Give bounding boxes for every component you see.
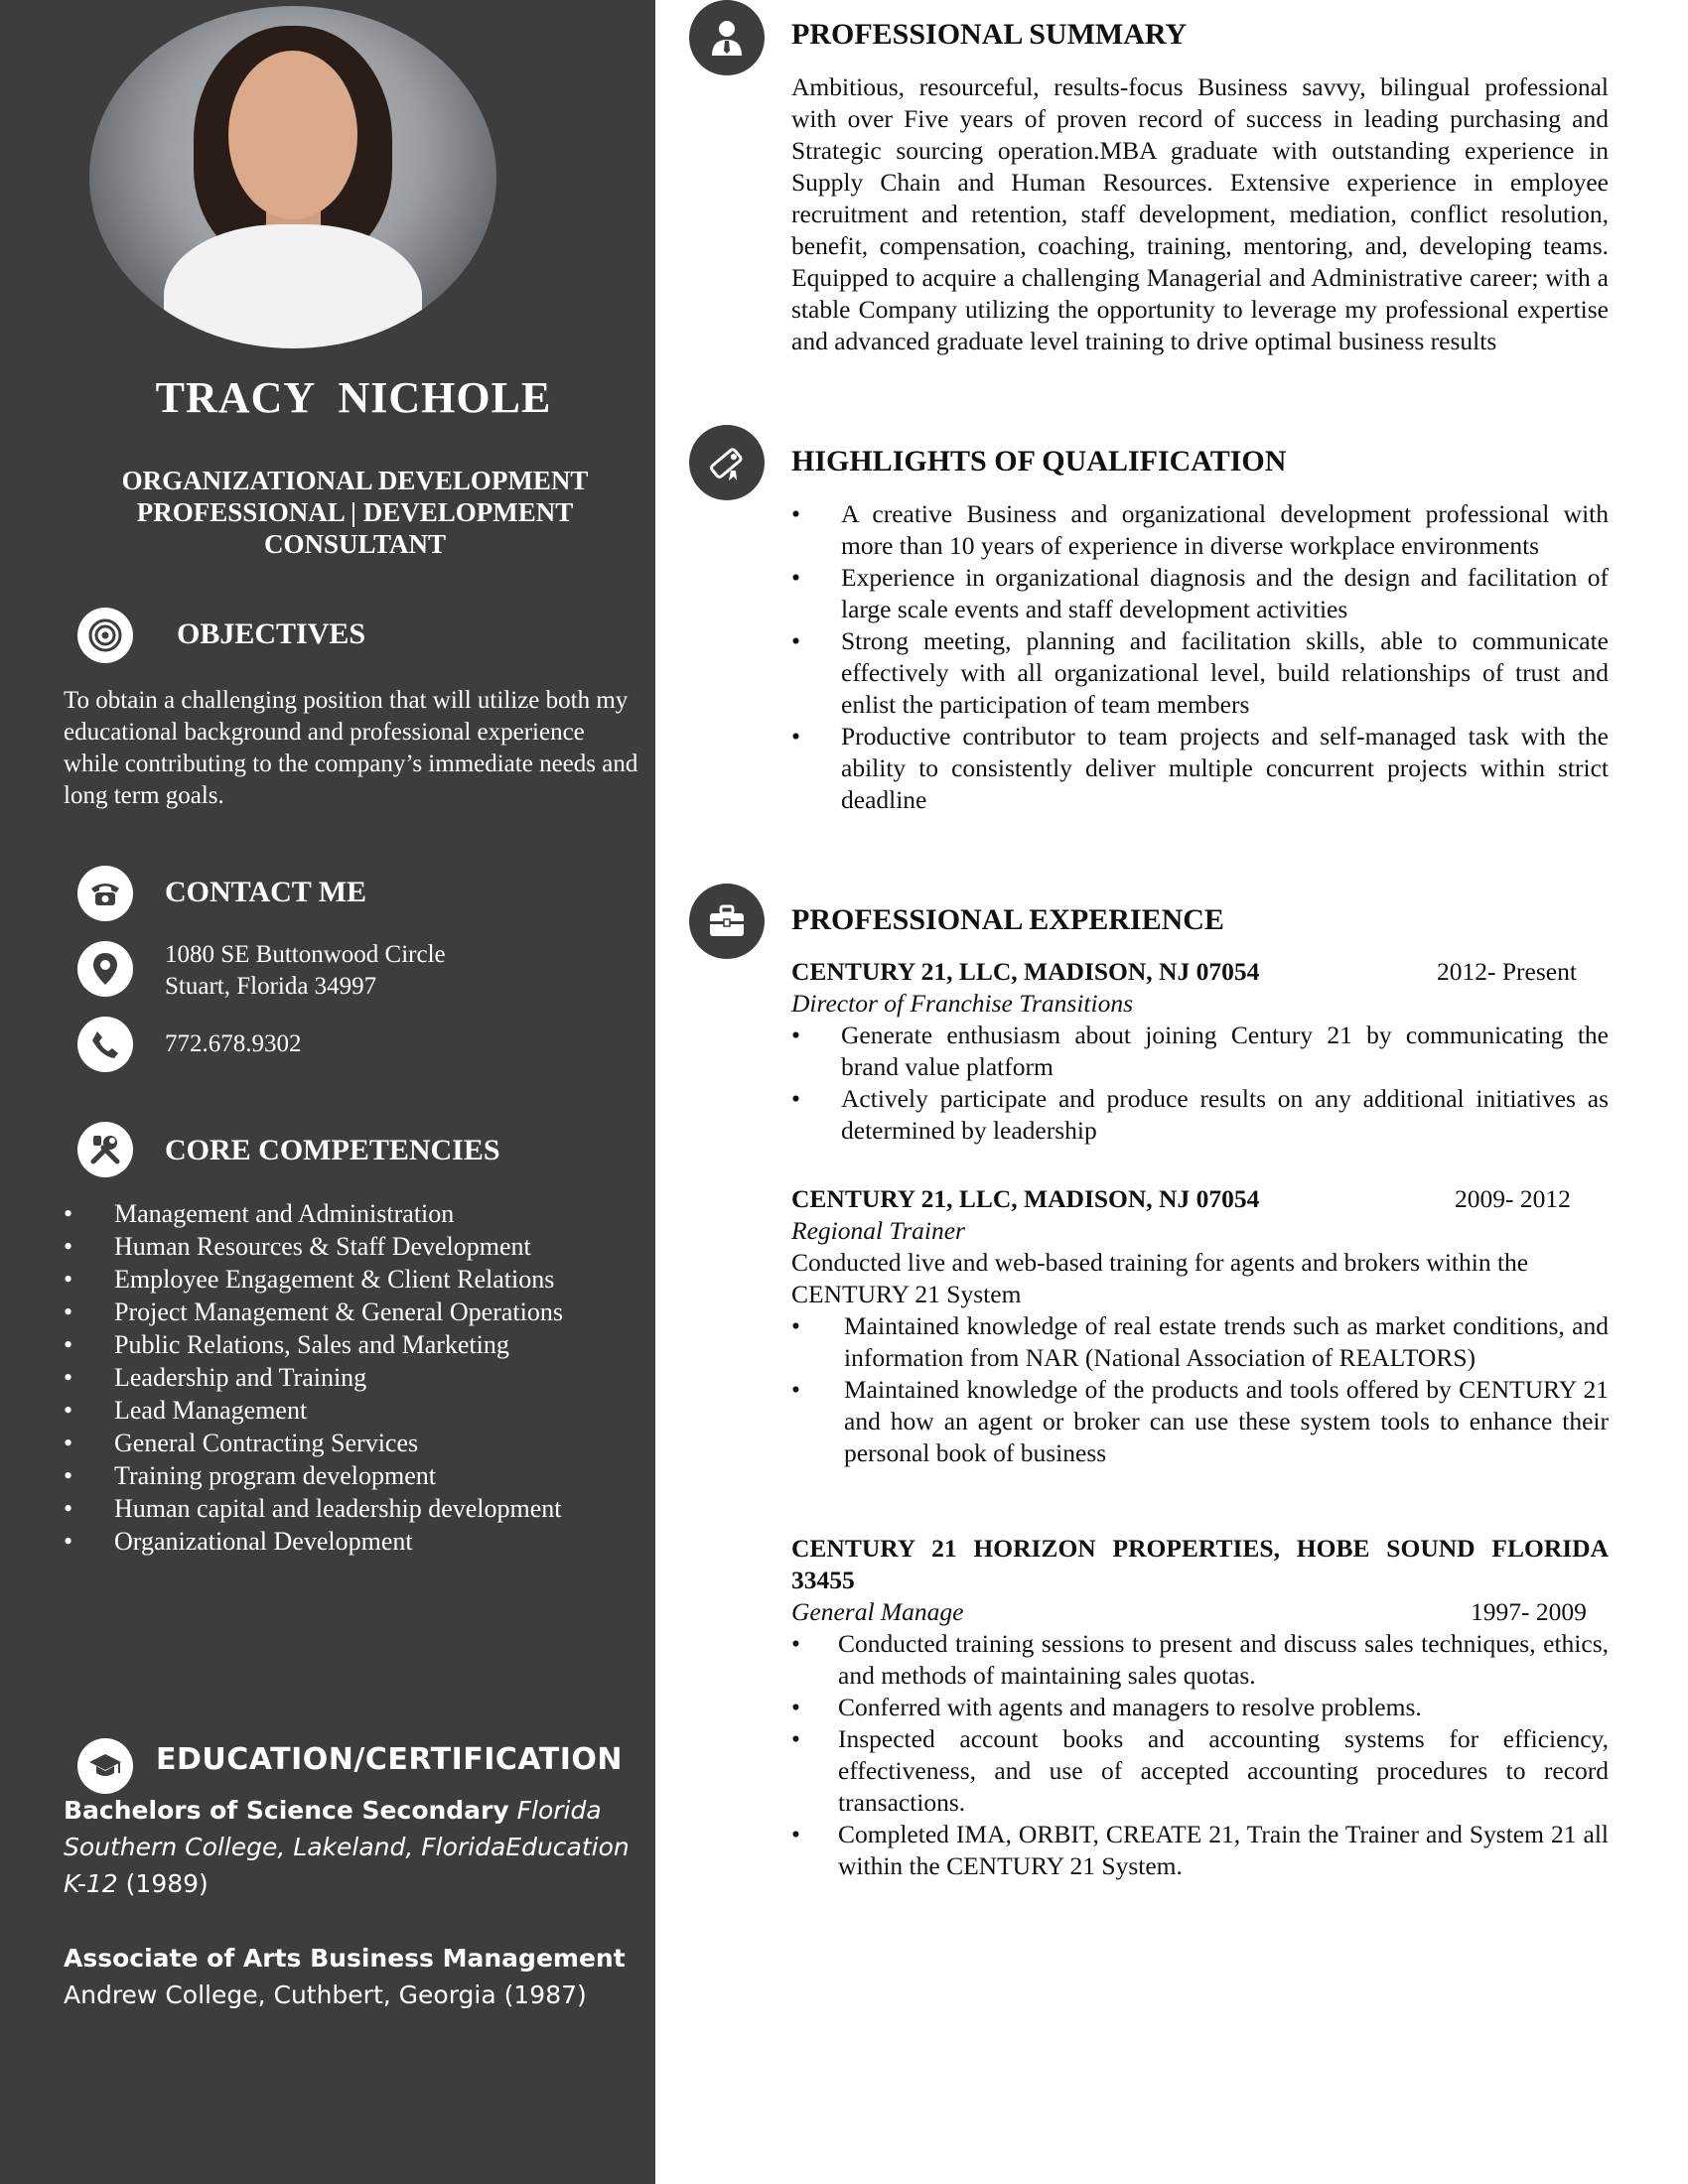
job-bullets	[791, 1628, 1609, 1882]
target-icon	[77, 608, 133, 663]
competencies-list	[64, 1197, 620, 1558]
education-school: Andrew College, Cuthbert, Georgia (1987)	[64, 1980, 587, 2009]
education-degree: Bachelors of Science Secondary	[64, 1796, 509, 1825]
profile-photo	[89, 6, 496, 348]
list-item: • A creative Business and organizational development professional with more than 10 years of experience in diverse workplace environments	[791, 498, 1609, 562]
job-company: CENTURY 21, LLC, MADISON, NJ 07054	[791, 1184, 1260, 1213]
job-company: CENTURY 21, LLC, MADISON, NJ 07054	[791, 957, 1260, 986]
list-item: • Productive contributor to team projects and self-managed task with the ability to consistently deliver multiple concurrent projects within strict deadline	[791, 721, 1609, 816]
list-item: • Leadership and Training	[64, 1361, 620, 1394]
list-item: • Human capital and leadership development	[64, 1492, 620, 1525]
objectives-text: To obtain a challenging position that will utilize both my educational background and professional experience while contributing to the company’s immediate needs and long term goals.	[64, 687, 638, 809]
businessman-icon	[689, 0, 765, 75]
summary-text: Ambitious, resourceful, results-focus Business savvy, bilingual professional with over Five years of proven record of success in leading purchasing and Strategic sourcing operation.MBA graduate with outstanding experience in Supply Chain and Human Resources. Extensive experience in employee recruitment and retention, staff development, mediation, conflict resolution, benefit, compensation, coaching, training, mentoring, and, developing teams. Equipped to acquire a challenging Managerial and Administrative career; with a stable Company utilizing the opportunity to leverage my professional expertise and advanced graduate level training to drive optimal business results	[791, 72, 1609, 355]
education-entry-1	[64, 1792, 639, 1902]
education-heading: EDUCATION/CERTIFICATION	[156, 1742, 624, 1777]
list-item: • Experience in organizational diagnosis and the design and facilitation of large scale events and staff development activities	[791, 562, 1609, 625]
competencies-heading: CORE COMPETENCIES	[165, 1134, 500, 1166]
job-dates: 2012- Present	[1437, 957, 1577, 986]
list-item: • Maintained knowledge of real estate trends such as market conditions, and information from NAR (National Association of REALTORS)	[791, 1310, 1609, 1374]
job-company: CENTURY 21 HORIZON PROPERTIES, HOBE SOUND FLORIDA 33455	[791, 1534, 1609, 1594]
list-item: • Management and Administration	[64, 1197, 620, 1230]
list-item: • Project Management & General Operations	[64, 1296, 620, 1328]
list-item: • Conducted training sessions to present and discuss sales techniques, ethics, and methods of maintaining sales quotas.	[791, 1628, 1609, 1692]
education-entry-2	[64, 1940, 639, 2013]
list-item: • Conferred with agents and managers to resolve problems.	[791, 1692, 1609, 1723]
job-role: Director of Franchise Transitions	[791, 989, 1134, 1018]
telephone-icon	[77, 866, 133, 921]
list-item: • Lead Management	[64, 1394, 620, 1427]
phone-number: 772.678.9302	[165, 1030, 302, 1057]
list-item: • Generate enthusiasm about joining Century 21 by communicating the brand value platform	[791, 1020, 1609, 1083]
briefcase-icon	[689, 884, 765, 959]
list-item: • General Contracting Services	[64, 1427, 620, 1459]
job-description: Conducted live and web-based training for agents and brokers within the CENTURY 21 System	[791, 1248, 1529, 1308]
experience-heading: PROFESSIONAL EXPERIENCE	[791, 903, 1224, 936]
education-degree: Associate of Arts Business Management	[64, 1944, 626, 1973]
summary-heading: PROFESSIONAL SUMMARY	[791, 18, 1188, 51]
contact-heading: CONTACT ME	[165, 876, 367, 908]
map-pin-icon	[77, 941, 133, 997]
education-school: Florida Southern College, Lakeland, FloridaEducation K-12	[64, 1796, 630, 1898]
list-item: • Human Resources & Staff Development	[64, 1230, 620, 1263]
list-item: • Public Relations, Sales and Marketing	[64, 1328, 620, 1361]
list-item: • Inspected account books and accounting systems for efficiency, effectiveness, and use of accepted accounting procedures to record transactions.	[791, 1723, 1609, 1819]
sidebar	[0, 0, 655, 2184]
tools-icon	[77, 1122, 133, 1177]
graduation-cap-icon	[77, 1738, 133, 1794]
highlights-list	[791, 498, 1609, 816]
job-dates: 1997- 2009	[1471, 1597, 1587, 1626]
job-dates: 2009- 2012	[1455, 1184, 1571, 1213]
list-item: • Maintained knowledge of the products and tools offered by CENTURY 21 and how an agent or broker can use these system tools to enhance their personal book of business	[791, 1374, 1609, 1469]
job-role: Regional Trainer	[791, 1216, 965, 1245]
list-item: • Organizational Development	[64, 1525, 620, 1558]
address-line2: Stuart, Florida 34997	[165, 973, 377, 1000]
candidate-name: TRACY NICHOLE	[155, 373, 552, 422]
phone-handset-icon	[77, 1017, 133, 1072]
list-item: • Completed IMA, ORBIT, CREATE 21, Train the Trainer and System 21 all within the CENTURY 21 System.	[791, 1819, 1609, 1882]
list-item: • Employee Engagement & Client Relations	[64, 1263, 620, 1296]
job-bullets	[791, 1310, 1609, 1469]
job-role: General Manage	[791, 1597, 964, 1626]
education-year: (1989)	[125, 1869, 209, 1898]
address-line1: 1080 SE Buttonwood Circle	[165, 941, 446, 968]
list-item: • Strong meeting, planning and facilitation skills, able to communicate effectively with all organizational level, build relationships of trust and enlist the participation of team members	[791, 625, 1609, 721]
job-bullets	[791, 1020, 1609, 1147]
list-item: • Training program development	[64, 1459, 620, 1492]
list-item: • Actively participate and produce results on any additional initiatives as determined by leadership	[791, 1083, 1609, 1147]
objectives-heading: OBJECTIVES	[177, 617, 366, 650]
highlights-heading: HIGHLIGHTS OF QUALIFICATION	[791, 445, 1287, 478]
diploma-icon	[689, 425, 765, 500]
candidate-title: ORGANIZATIONAL DEVELOPMENT PROFESSIONAL | DEVELOPMENT CONSULTANT	[121, 466, 589, 559]
